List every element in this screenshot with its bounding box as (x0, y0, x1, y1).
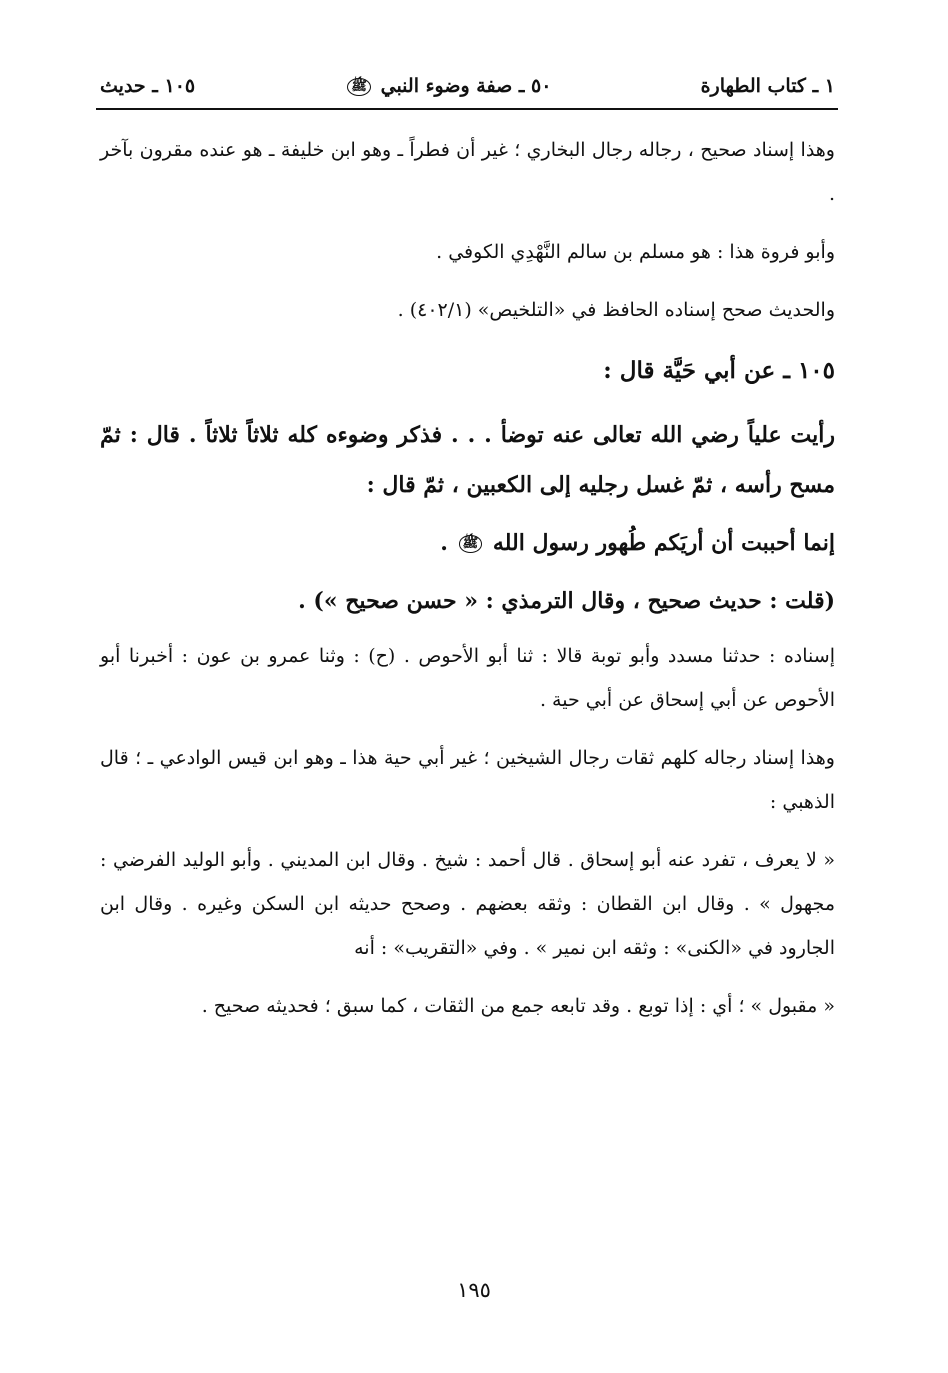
hadith-heading: ١٠٥ ـ عن أبي حَيَّة قال : (603, 357, 835, 384)
paragraph-talkhis-note: والحديث صحح إسناده الحافظ في «التلخيص» (٤٠٢/١) . (397, 299, 835, 321)
header-book-title: ١ ـ كتاب الطهارة (700, 75, 835, 97)
salla-symbol-icon: ﷺ (459, 535, 483, 553)
page-number: ١٩٥ (457, 1278, 491, 1302)
hadith-quote-text: إنما أحببت أن أريَكم طُهور رسول الله (492, 530, 835, 556)
running-header (100, 68, 835, 104)
paragraph-narrator-note: وأبو فروة هذا : هو مسلم بن سالم النَّهْدِي الكوفي . (436, 241, 835, 263)
hadith-text: رأيت علياً رضي الله تعالى عنه توضأ . . . فذكر وضوءه كله ثلاثاً ثلاثاً . قال : ثمّ مسح رأسه ، ثمّ غسل رجليه إلى الكعبين ، ثمّ قال : (100, 422, 835, 498)
hadith-quote-end: . (440, 530, 456, 556)
hadith-grading: (قلت : حديث صحيح ، وقال الترمذي : « حسن صحيح ») . (298, 588, 835, 614)
paragraph-dhahabi-quote: « لا يعرف ، تفرد عنه أبو إسحاق . قال أحمد : شيخ . وقال ابن المديني . وأبو الوليد الفرضي : مجهول » . وقال ابن القطان : وثقه بعضهم . وصحح حديثه ابن السكن وغيره . وقال ابن الجارود في «الكنى» : وثقه ابن نمير » . وفي «التقريب» : أنه (100, 849, 835, 959)
paragraph-isnad: إسناده : حدثنا مسدد وأبو توبة قالا : ثنا أبو الأحوص . (ح) : وثنا عمرو بن عون : أخبرنا أبو الأحوص عن أبي إسحاق عن أبي حية . (100, 645, 835, 711)
paragraph-isnad-note: وهذا إسناد صحيح ، رجاله رجال البخاري ؛ غير أن فطراً ـ وهو ابن خليفة ـ هو عنده مقرون بآخر . (100, 139, 835, 205)
header-hadith-number: ١٠٥ ـ حديث (100, 75, 196, 97)
hadith-quote (100, 518, 835, 568)
paragraph-narrators: وهذا إسناد رجاله كلهم ثقات رجال الشيخين ؛ غير أبي حية هذا ـ وهو ابن قيس الوادعي ـ ؛ قال الذهبي : (100, 747, 835, 813)
paragraph-conclusion: « مقبول » ؛ أي : إذا توبع . وقد تابعه جمع من الثقات ، كما سبق ؛ فحديثه صحيح . (201, 995, 835, 1017)
salla-symbol-icon: ﷺ (347, 78, 371, 96)
header-chapter-text: ٥٠ ـ صفة وضوء النبي (380, 75, 552, 97)
header-chapter-title (344, 75, 551, 97)
header-divider (96, 108, 838, 110)
page-body (100, 128, 835, 1028)
